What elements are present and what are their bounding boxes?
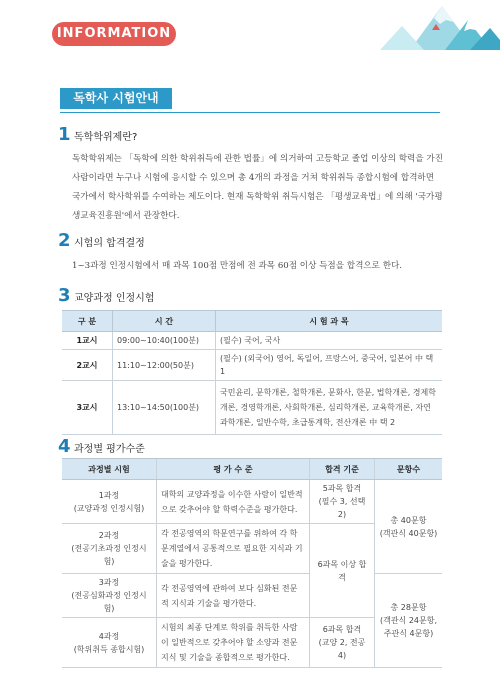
- course-cell: 4과정 (학위취득 종합시험): [62, 618, 157, 668]
- time-cell: 11:10~12:00(50분): [113, 350, 216, 381]
- table-header-row: [62, 459, 442, 480]
- section-2-heading: [58, 232, 145, 250]
- count-cell: 총 28문항 (객관식 24문항, 주관식 4문항): [375, 574, 443, 668]
- course-level-table: [62, 458, 442, 668]
- course-cell: 2과정 (전공기초과정 인정시험): [62, 524, 157, 574]
- section-label: 과정별 평가수준: [74, 444, 145, 455]
- section-3-heading: [58, 287, 154, 305]
- subjects-cell: (필수) 국어, 국사: [216, 332, 443, 350]
- course-cell: 1과정 (교양과정 인정시험): [62, 480, 157, 524]
- course-cell: 3과정 (전공심화과정 인정시험): [62, 574, 157, 618]
- mountain-decoration: [350, 0, 500, 50]
- section-number: 3: [58, 285, 71, 306]
- column-header: 시 간: [113, 311, 216, 332]
- section-1-paragraph: 독학학위제는 「독학에 의한 학위취득에 관한 법률」에 의거하여 고등학교 졸업 이상의 학력을 가진 사람이라면 누구나 시험에 응시할 수 있으며 총 4개의 과정을 거쳐 학위취득 종합시험에 합격하면 국가에서 학사학위를 수여하는 제도이다. 현재 독학학위 취득시험은 「평생교육법」에 의해 '국가평생교육진흥원'에서 관장한다.: [72, 154, 443, 221]
- table-row: [62, 332, 442, 350]
- section-number: 4: [58, 436, 71, 457]
- period-cell: 3교시: [62, 381, 113, 435]
- section-number: 2: [58, 230, 71, 251]
- table-row: [62, 350, 442, 381]
- column-header: 평 가 수 준: [157, 459, 310, 480]
- time-cell: 13:10~14:50(100분): [113, 381, 216, 435]
- page-title: 독학사 시험안내: [60, 88, 172, 109]
- pass-cell: 5과목 합격 (필수 3, 선택 2): [310, 480, 375, 524]
- period-cell: 2교시: [62, 350, 113, 381]
- period-cell: 1교시: [62, 332, 113, 350]
- time-cell: 09:00~10:40(100분): [113, 332, 216, 350]
- section-number: 1: [58, 124, 71, 145]
- table-row: [62, 480, 442, 524]
- pass-cell: 6과목 합격 (교양 2, 전공 4): [310, 618, 375, 668]
- table-header-row: [62, 311, 442, 332]
- section-4-heading: [58, 438, 145, 456]
- title-underline: [60, 112, 440, 113]
- table-row: [62, 381, 442, 435]
- count-cell: 총 40문항 (객관식 40문항): [375, 480, 443, 574]
- level-cell: 각 전공영역의 학문연구를 위하여 각 학문계열에서 공통적으로 필요한 지식과 기술을 평가한다.: [157, 524, 310, 574]
- table-row: [62, 574, 442, 618]
- section-1-heading: [58, 126, 137, 144]
- exam-schedule-table: [62, 310, 442, 435]
- section-label: 시험의 합격결정: [74, 238, 145, 249]
- section-label: 독학학위제란?: [74, 132, 138, 143]
- section-2-paragraph: 1~3과정 인정시험에서 매 과목 100점 만점에 전 과목 60점 이상 득점을 합격으로 한다.: [72, 261, 403, 271]
- information-banner: INFORMATION: [52, 22, 176, 46]
- level-cell: 시험의 최종 단계로 학위를 취득한 사람이 일반적으로 갖추어야 할 소양과 전문지식 및 기술을 종합적으로 평가한다.: [157, 618, 310, 668]
- column-header: 문항수: [375, 459, 443, 480]
- level-cell: 대학의 교양과정을 이수한 사람이 일반적으로 갖추어야 할 학력수준을 평가한다.: [157, 480, 310, 524]
- column-header: 과정별 시험: [62, 459, 157, 480]
- level-cell: 각 전공영역에 관하여 보다 심화된 전문적 지식과 기술을 평가한다.: [157, 574, 310, 618]
- subjects-cell: 국민윤리, 문학개론, 철학개론, 문화사, 한문, 법학개론, 경제학개론, 경영학개론, 사회학개론, 심리학개론, 교육학개론, 자연과학개론, 일반수학, 초급통계학, 전산개론 中 택 2: [216, 381, 443, 435]
- subjects-cell: (필수) (외국어) 영어, 독일어, 프랑스어, 중국어, 일본어 中 택 1: [216, 350, 443, 381]
- section-label: 교양과정 인정시험: [74, 293, 155, 304]
- column-header: 시 험 과 목: [216, 311, 443, 332]
- column-header: 구 분: [62, 311, 113, 332]
- column-header: 합격 기준: [310, 459, 375, 480]
- pass-cell: 6과목 이상 합격: [310, 524, 375, 618]
